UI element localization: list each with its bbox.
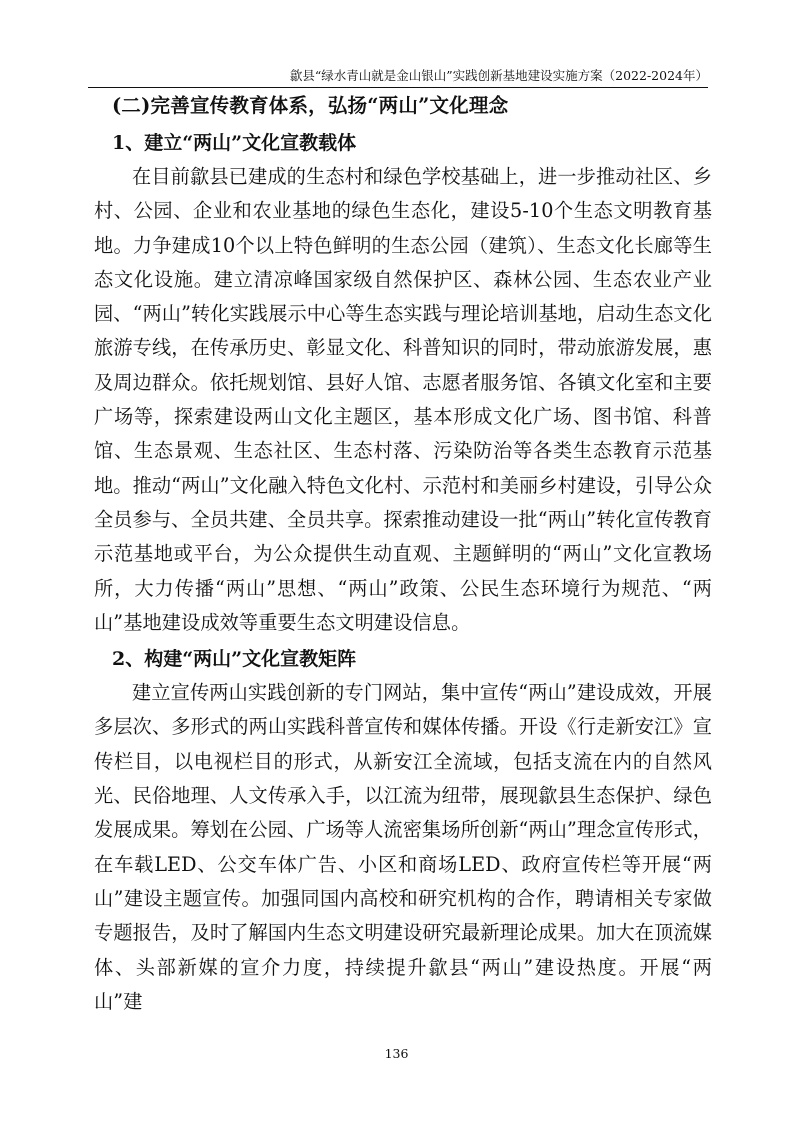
running-header: 歙县“绿水青山就是金山银山”实践创新基地建设实施方案（2022-2024年） bbox=[289, 68, 708, 83]
subsection-paragraph-2: 建立宣传两山实践创新的专门网站，集中宣传“两山”建设成效，开展多层次、多形式的两山实践科普宣传和媒体传播。开设《行走新安江》宣传栏目，以电视栏目的形式，从新安江全流域，包括支流在内的自然风光、民俗地理、人文传承入手，以江流为纽带，展现歙县生态保护、绿色发展成果。筹划在公园、广场等人流密集场所创新“两山”理念宣传形式，在车载LED、公交车体广告、小区和商场LED、政府宣传栏等开展“两山”建设主题宣传。加强同国内高校和研究机构的合作，聘请相关专家做专题报告，及时了解国内生态文明建设研究最新理论成果。加大在顶流媒体、头部新媒的宣介力度，持续提升歙县“两山”建设热度。开展“两山”建 bbox=[94, 681, 712, 1013]
section-title: (二)完善宣传教育体系，弘扬“两山”文化理念 bbox=[112, 94, 509, 117]
page-body bbox=[94, 88, 712, 1019]
subsection-title-2: 2、构建“两山”文化宣教矩阵 bbox=[112, 648, 357, 671]
subsection-title-1: 1、建立“两山”文化宣教载体 bbox=[112, 132, 357, 154]
subsection-paragraph-1: 在目前歙县已建成的生态村和绿色学校基础上，进一步推动社区、乡村、公园、企业和农业基地的绿色生态化，建设5-10个生态文明教育基地。力争建成10个以上特色鲜明的生态公园（建筑）、生态文化长廊等生态文化设施。建立清凉峰国家级自然保护区、森林公园、生态农业产业园、“两山”转化实践展示中心等生态实践与理论培训基地，启动生态文化旅游专线，在传承历史、彰显文化、科普知识的同时，带动旅游发展，惠及周边群众。依托规划馆、县好人馆、志愿者服务馆、各镇文化室和主要广场等，探索建设两山文化主题区，基本形成文化广场、图书馆、科普馆、生态景观、生态社区、生态村落、污染防治等各类生态教育示范基地。推动“两山”文化融入特色文化村、示范村和美丽乡村建设，引导公众全员参与、全员共建、全员共享。探索推动建设一批“两山”转化宣传教育示范基地或平台，为公众提供生动直观、主题鲜明的“两山”文化宣教场所，大力传播“两山”思想、“两山”政策、公民生态环境行为规范、“两山”基地建设成效等重要生态文明建设信息。 bbox=[94, 165, 712, 634]
page-number: 136 bbox=[384, 1046, 409, 1061]
